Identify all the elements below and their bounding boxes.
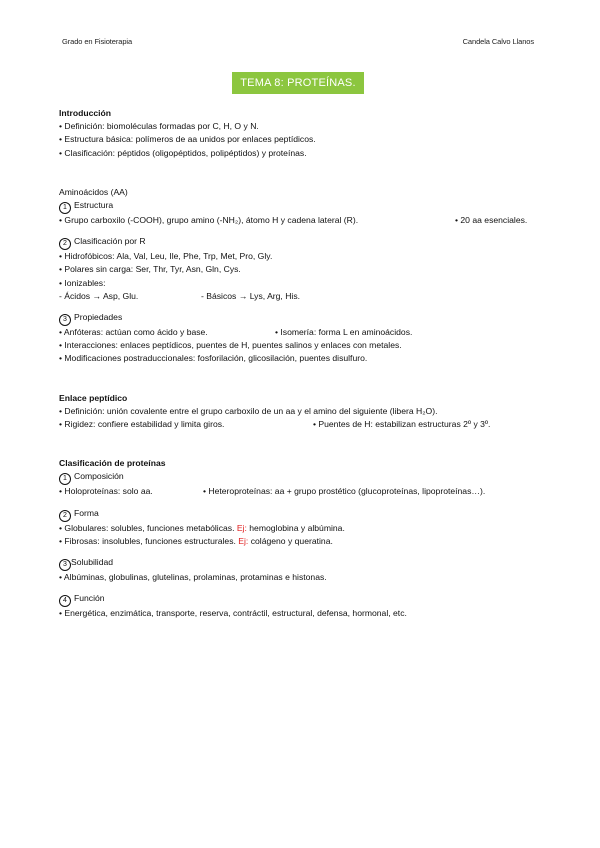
clasif-globular-text: • Globulares: solubles, funciones metabólicas.	[59, 522, 235, 533]
number-circle-icon: 2	[59, 238, 71, 250]
clasif-function-heading	[59, 592, 549, 607]
number-circle-icon: 3	[59, 559, 71, 571]
aa-essential-item: • 20 aa esenciales.	[455, 215, 528, 226]
aa-properties-heading	[59, 311, 549, 326]
clasif-globular-example: hemoglobina y albúmina.	[249, 522, 345, 533]
aa-basic-item: - Básicos → Lys, Arg, His.	[201, 290, 301, 301]
aa-classification-item: • Ionizables:	[59, 277, 106, 288]
aa-properties-label: Propiedades	[74, 312, 123, 323]
aa-ionizable-row	[59, 290, 549, 303]
page-title: TEMA 8: PROTEÍNAS.	[232, 72, 364, 94]
aa-structure-heading	[59, 199, 549, 214]
header-left: Grado en Fisioterapia	[62, 37, 133, 46]
aa-title: Aminoácidos (AA)	[59, 186, 128, 197]
aa-properties-row	[59, 326, 549, 339]
number-circle-icon: 1	[59, 202, 71, 214]
clasif-function-item: • Energética, enzimática, transporte, reserva, contráctil, estructural, defensa, hormonal, etc.	[59, 608, 407, 619]
number-circle-icon: 3	[59, 314, 71, 326]
document-body	[59, 107, 549, 620]
intro-item: • Definición: biomoléculas formadas por C, H, O y N.	[59, 121, 259, 132]
header-right: Candela Calvo Llanos	[462, 37, 534, 46]
enlace-rigidity: • Rigidez: confiere estabilidad y limita giros.	[59, 419, 225, 430]
clasif-holo-item: • Holoproteínas: solo aa.	[59, 486, 153, 497]
aa-isomeria-item: • Isomería: forma L en aminoácidos.	[275, 327, 413, 338]
aa-structure-row	[59, 214, 549, 227]
clasif-solubility-label: Solubilidad	[71, 557, 114, 568]
aa-classification-item: • Hidrofóbicos: Ala, Val, Leu, Ile, Phe, Trp, Met, Pro, Gly.	[59, 251, 273, 262]
aa-structure-item: • Grupo carboxilo (-COOH), grupo amino (-NH₂), átomo H y cadena lateral (R).	[59, 215, 359, 226]
example-label: Ej:	[236, 522, 247, 533]
number-circle-icon: 4	[59, 595, 71, 607]
number-circle-icon: 1	[59, 473, 71, 485]
clasif-solubility-item: • Albúminas, globulinas, glutelinas, prolaminas, protaminas e histonas.	[59, 572, 327, 583]
clasif-hetero-item: • Heteroproteínas: aa + grupo prostético (glucoproteínas, lipoproteínas…).	[203, 486, 486, 497]
enlace-title: Enlace peptídico	[59, 392, 128, 403]
clasif-title: Clasificación de proteínas	[59, 458, 166, 469]
clasif-form-heading	[59, 507, 549, 522]
clasif-form-label: Forma	[74, 507, 99, 518]
clasif-composition-label: Composición	[74, 471, 124, 482]
aa-structure-label: Estructura	[74, 200, 114, 211]
aa-classification-item: • Polares sin carga: Ser, Thr, Tyr, Asn, Gln, Cys.	[59, 264, 241, 275]
number-circle-icon: 2	[59, 510, 71, 522]
aa-classification-heading	[59, 235, 549, 250]
clasif-composition-row	[59, 485, 549, 498]
clasif-globular-item	[59, 522, 549, 535]
aa-acid-item: - Ácidos → Asp, Glu.	[59, 290, 139, 301]
clasif-function-label: Función	[74, 593, 105, 604]
clasif-solubility-heading	[59, 556, 549, 571]
intro-item: • Estructura básica: polímeros de aa unidos por enlaces peptídicos.	[59, 134, 316, 145]
clasif-fibrous-text: • Fibrosas: insolubles, funciones estructurales.	[59, 535, 236, 546]
aa-properties-item: • Modificaciones postraduccionales: fosforilación, glicosilación, puentes disulfuro.	[59, 353, 368, 364]
example-label: Ej:	[238, 535, 249, 546]
enlace-hbonds: • Puentes de H: estabilizan estructuras 2º y 3º.	[313, 419, 491, 430]
clasif-composition-heading	[59, 470, 549, 485]
intro-item: • Clasificación: péptidos (oligopéptidos, polipéptidos) y proteínas.	[59, 147, 307, 158]
clasif-fibrous-example: colágeno y queratina.	[250, 535, 333, 546]
enlace-definition: • Definición: unión covalente entre el grupo carboxilo de un aa y el amino del siguiente (libera H₂O).	[59, 405, 438, 416]
aa-properties-item: • Interacciones: enlaces peptídicos, puentes de H, puentes salinos y enlaces con metales.	[59, 340, 402, 351]
aa-classification-label: Clasificación por R	[74, 236, 146, 247]
aa-amphoteric-item: • Anfóteras: actúan como ácido y base.	[59, 327, 208, 338]
enlace-row	[59, 418, 549, 431]
clasif-fibrous-item	[59, 535, 549, 548]
intro-title: Introducción	[59, 108, 112, 118]
